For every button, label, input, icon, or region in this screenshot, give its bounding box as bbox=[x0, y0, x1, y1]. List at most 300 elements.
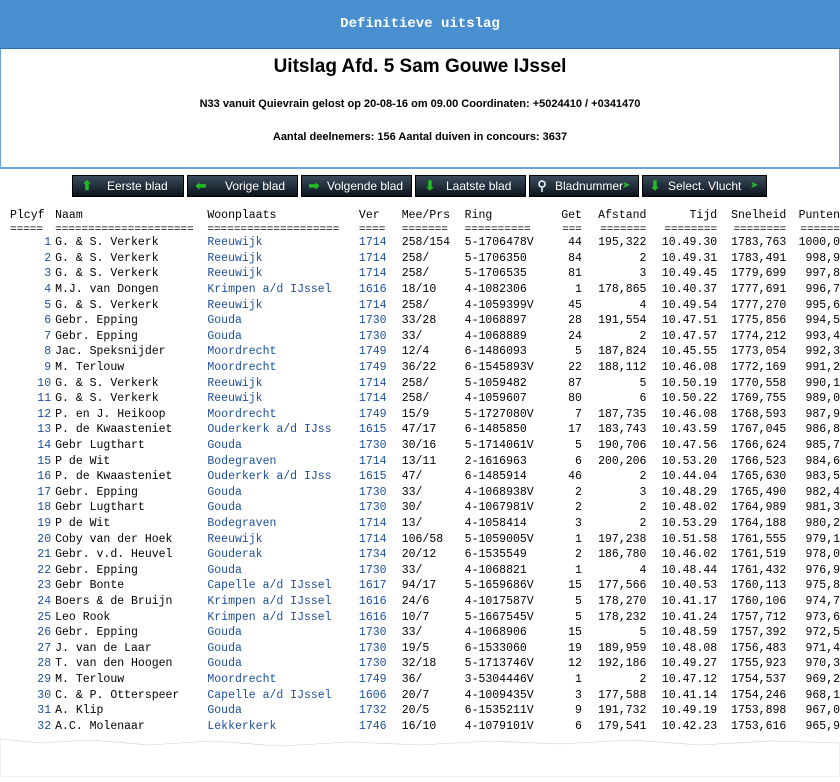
table-row bbox=[6, 235, 840, 251]
table-row bbox=[6, 578, 840, 594]
cell-town[interactable]: Krimpen a/d IJssel bbox=[207, 594, 332, 608]
cell-speed: 1766,523 bbox=[731, 454, 787, 468]
cell-name: Gebr. Epping bbox=[55, 626, 138, 640]
cell-place[interactable]: 25 bbox=[37, 610, 52, 624]
cell-points: 996,7 bbox=[805, 283, 840, 297]
cell-time: 10.47.56 bbox=[661, 439, 718, 453]
cell-entries: 94/17 bbox=[401, 579, 437, 593]
cell-club[interactable]: 1730 bbox=[358, 329, 387, 343]
cell-name: Coby van der Hoek bbox=[55, 532, 173, 546]
cell-arrival: 15 bbox=[568, 579, 582, 593]
cell-ring: 5-1706535 bbox=[464, 267, 527, 281]
cell-club[interactable]: 1714 bbox=[358, 236, 387, 250]
cell-distance: 2 bbox=[639, 251, 647, 265]
column-header-club: Ver bbox=[358, 209, 380, 222]
cell-town[interactable]: Krimpen a/d IJssel bbox=[207, 283, 332, 297]
cell-arrival: 2 bbox=[575, 485, 582, 499]
cell-time: 10.44.04 bbox=[661, 470, 718, 484]
cell-town[interactable]: Ouderkerk a/d IJss bbox=[207, 423, 332, 437]
cell-place[interactable]: 11 bbox=[37, 392, 52, 406]
cell-points: 976,9 bbox=[805, 563, 840, 577]
cell-name: Jac. Speksnijder bbox=[55, 345, 166, 359]
column-header-place: Plcyf bbox=[10, 209, 45, 222]
cell-entries: 13/ bbox=[401, 516, 423, 530]
cell-speed: 1770,558 bbox=[731, 376, 787, 390]
cell-distance: 197,238 bbox=[598, 532, 647, 546]
cell-place[interactable]: 24 bbox=[37, 594, 52, 608]
cell-name: P. de Kwaasteniet bbox=[55, 470, 173, 484]
cell-ring: 5-1713746V bbox=[464, 657, 534, 671]
cell-place[interactable]: 9 bbox=[44, 361, 52, 375]
cell-distance: 178,865 bbox=[598, 283, 647, 297]
cell-place[interactable]: 2 bbox=[44, 251, 52, 265]
cell-town[interactable]: Gouda bbox=[207, 626, 242, 640]
next-page-button[interactable] bbox=[301, 175, 412, 197]
cell-town[interactable]: Capelle a/d IJssel bbox=[207, 579, 332, 593]
cell-arrival: 6 bbox=[575, 719, 582, 733]
cell-time: 10.42.23 bbox=[661, 719, 718, 733]
table-row bbox=[6, 313, 840, 329]
cell-arrival: 3 bbox=[575, 516, 582, 530]
cell-speed: 1777,691 bbox=[731, 283, 787, 297]
first-page-button[interactable] bbox=[72, 175, 184, 197]
cell-town[interactable]: Gouda bbox=[207, 704, 242, 718]
cell-ring: 5-1706350 bbox=[464, 251, 527, 265]
cell-place[interactable]: 28 bbox=[37, 657, 52, 671]
cell-entries: 258/ bbox=[401, 267, 430, 281]
cell-arrival: 1 bbox=[575, 532, 582, 546]
cell-town[interactable]: Reeuwijk bbox=[207, 376, 263, 390]
cell-time: 10.53.29 bbox=[661, 516, 718, 530]
cell-name: M. Terlouw bbox=[55, 361, 125, 375]
cell-speed: 1757,392 bbox=[731, 626, 787, 640]
cell-speed: 1777,270 bbox=[731, 298, 787, 312]
cell-time: 10.43.59 bbox=[661, 423, 718, 437]
cell-ring: 6-1485850 bbox=[464, 423, 527, 437]
cell-town[interactable]: Bodegraven bbox=[207, 516, 277, 530]
cell-name: J. van de Laar bbox=[55, 641, 152, 655]
cell-entries: 33/ bbox=[401, 563, 423, 577]
select-flight-button[interactable] bbox=[642, 175, 767, 197]
cell-club[interactable]: 1714 bbox=[358, 532, 387, 546]
cell-club[interactable]: 1730 bbox=[358, 314, 387, 328]
chevron-right-icon: ➤ bbox=[750, 180, 759, 191]
cell-arrival: 6 bbox=[575, 454, 582, 468]
cell-distance: 189,959 bbox=[598, 641, 647, 655]
cell-place[interactable]: 17 bbox=[37, 485, 52, 499]
cell-club[interactable]: 1749 bbox=[358, 672, 387, 686]
cell-club[interactable]: 1714 bbox=[358, 392, 387, 406]
cell-name: Gebr Lugthart bbox=[55, 439, 145, 453]
cell-place[interactable]: 18 bbox=[37, 501, 52, 515]
column-underline: ==== bbox=[358, 223, 386, 236]
cell-ring: 6-1485914 bbox=[464, 470, 527, 484]
cell-ring: 4-1082306 bbox=[464, 283, 527, 297]
cell-time: 10.47.51 bbox=[661, 314, 718, 328]
flight-info: N33 vanuit Quievrain gelost op 20-08-16 om 09.00 Coordinaten: +5024410 / +0341470 bbox=[199, 98, 641, 110]
cell-place[interactable]: 32 bbox=[37, 719, 52, 733]
cell-entries: 18/10 bbox=[401, 283, 437, 297]
cell-arrival: 5 bbox=[575, 594, 582, 608]
cell-place[interactable]: 8 bbox=[44, 345, 52, 359]
cell-distance: 178,232 bbox=[598, 610, 647, 624]
cell-place[interactable]: 30 bbox=[37, 688, 52, 702]
page-number-button[interactable] bbox=[529, 175, 639, 197]
cell-town[interactable]: Reeuwijk bbox=[207, 251, 263, 265]
cell-name: Gebr. Epping bbox=[55, 563, 138, 577]
cell-entries: 33/28 bbox=[401, 314, 437, 328]
cell-club[interactable]: 1714 bbox=[358, 267, 387, 281]
cell-entries: 258/ bbox=[401, 376, 430, 390]
cell-name: A. Klip bbox=[55, 704, 104, 718]
table-row bbox=[6, 703, 840, 719]
cell-arrival: 80 bbox=[568, 392, 582, 406]
cell-place[interactable]: 29 bbox=[37, 672, 52, 686]
cell-distance: 191,732 bbox=[598, 704, 647, 718]
cell-place[interactable]: 7 bbox=[44, 329, 52, 343]
cell-points: 992,3 bbox=[805, 345, 840, 359]
cell-place[interactable]: 27 bbox=[37, 641, 52, 655]
cell-points: 998,9 bbox=[805, 251, 840, 265]
table-row bbox=[6, 422, 840, 438]
cell-distance: 3 bbox=[639, 485, 647, 499]
cell-name: P de Wit bbox=[55, 454, 111, 468]
cell-place[interactable]: 12 bbox=[37, 407, 52, 421]
cell-speed: 1761,555 bbox=[731, 532, 787, 546]
cell-place[interactable]: 22 bbox=[37, 563, 52, 577]
cell-town[interactable]: Reeuwijk bbox=[207, 298, 263, 312]
cell-club[interactable]: 1730 bbox=[358, 439, 387, 453]
cell-time: 10.48.44 bbox=[661, 563, 718, 577]
cell-town[interactable]: Moordrecht bbox=[207, 345, 277, 359]
cell-town[interactable]: Gouda bbox=[207, 439, 242, 453]
cell-name: Gebr. Epping bbox=[55, 485, 138, 499]
cell-name: G. & S. Verkerk bbox=[55, 236, 159, 250]
cell-town[interactable]: Krimpen a/d IJssel bbox=[207, 610, 332, 624]
cell-points: 982,4 bbox=[805, 485, 840, 499]
cell-ring: 6-1535549 bbox=[464, 548, 527, 562]
cell-name: G. & S. Verkerk bbox=[55, 298, 159, 312]
cell-town[interactable]: Lekkerkerk bbox=[207, 719, 277, 733]
cell-arrival: 5 bbox=[575, 610, 582, 624]
table-header-row bbox=[6, 208, 840, 224]
cell-club[interactable]: 1730 bbox=[358, 485, 387, 499]
cell-club[interactable]: 1730 bbox=[358, 501, 387, 515]
cell-town[interactable]: Reeuwijk bbox=[207, 267, 263, 281]
cell-distance: 190,706 bbox=[598, 439, 647, 453]
cell-name: P. de Kwaasteniet bbox=[55, 423, 173, 437]
cell-club[interactable]: 1730 bbox=[358, 657, 387, 671]
cell-club[interactable]: 1714 bbox=[358, 376, 387, 390]
cell-club[interactable]: 1714 bbox=[358, 516, 387, 530]
cell-ring: 5-1659686V bbox=[464, 579, 534, 593]
cell-place[interactable]: 15 bbox=[37, 454, 52, 468]
cell-club[interactable]: 1734 bbox=[358, 548, 387, 562]
cell-speed: 1773,054 bbox=[731, 345, 787, 359]
cell-place[interactable]: 5 bbox=[44, 298, 52, 312]
cell-time: 10.41.24 bbox=[661, 610, 718, 624]
arrow-left-icon: ⬅ bbox=[195, 178, 207, 193]
cell-speed: 1766,624 bbox=[731, 439, 787, 453]
table-row bbox=[6, 453, 840, 469]
cell-points: 975,8 bbox=[805, 579, 840, 593]
cell-place[interactable]: 21 bbox=[37, 548, 52, 562]
cell-ring: 6-1486093 bbox=[464, 345, 527, 359]
cell-time: 10.49.19 bbox=[661, 704, 718, 718]
first-page-label: Eerste blad bbox=[107, 179, 168, 193]
previous-page-button[interactable] bbox=[187, 175, 298, 197]
cell-arrival: 2 bbox=[575, 501, 582, 515]
cell-distance: 191,554 bbox=[598, 314, 647, 328]
cell-ring: 4-1068897 bbox=[464, 314, 527, 328]
column-underline: ======= bbox=[401, 223, 448, 236]
cell-name: G. & S. Verkerk bbox=[55, 392, 159, 406]
cell-town[interactable]: Gouda bbox=[207, 314, 242, 328]
cell-entries: 258/ bbox=[401, 251, 430, 265]
cell-place[interactable]: 19 bbox=[37, 516, 52, 530]
cell-entries: 258/ bbox=[401, 298, 430, 312]
cell-club[interactable]: 1617 bbox=[358, 579, 387, 593]
cell-club[interactable]: 1746 bbox=[358, 719, 387, 733]
cell-distance: 2 bbox=[639, 329, 647, 343]
cell-time: 10.49.30 bbox=[661, 236, 718, 250]
column-header-points: Punten bbox=[798, 209, 840, 222]
cell-club[interactable]: 1616 bbox=[358, 594, 387, 608]
cell-place[interactable]: 31 bbox=[37, 704, 52, 718]
cell-time: 10.49.45 bbox=[661, 267, 718, 281]
cell-points: 968,1 bbox=[805, 688, 840, 702]
cell-club[interactable]: 1714 bbox=[358, 454, 387, 468]
cell-distance: 2 bbox=[639, 516, 647, 530]
magnifier-icon: ⚲ bbox=[537, 178, 547, 193]
torn-edge-shape bbox=[0, 737, 840, 777]
cell-entries: 10/7 bbox=[401, 610, 430, 624]
cell-distance: 5 bbox=[639, 376, 647, 390]
cell-club[interactable]: 1714 bbox=[358, 251, 387, 265]
cell-place[interactable]: 23 bbox=[37, 579, 52, 593]
next-page-label: Volgende blad bbox=[327, 179, 404, 193]
cell-name: G. & S. Verkerk bbox=[55, 251, 159, 265]
cell-entries: 30/ bbox=[401, 501, 423, 515]
cell-entries: 20/12 bbox=[401, 548, 437, 562]
cell-town[interactable]: Moordrecht bbox=[207, 407, 277, 421]
cell-town[interactable]: Gouderak bbox=[207, 548, 263, 562]
cell-town[interactable]: Gouda bbox=[207, 641, 242, 655]
column-underline: ========== bbox=[464, 223, 531, 236]
cell-town[interactable]: Moordrecht bbox=[207, 361, 277, 375]
cell-club[interactable]: 1714 bbox=[358, 298, 387, 312]
cell-points: 994,5 bbox=[805, 314, 840, 328]
cell-speed: 1760,106 bbox=[731, 594, 787, 608]
cell-entries: 13/11 bbox=[401, 454, 437, 468]
cell-entries: 19/5 bbox=[401, 641, 430, 655]
cell-town[interactable]: Gouda bbox=[207, 657, 242, 671]
cell-club[interactable]: 1749 bbox=[358, 345, 387, 359]
cell-time: 10.46.02 bbox=[661, 548, 718, 562]
cell-time: 10.48.59 bbox=[661, 626, 718, 640]
cell-town[interactable]: Reeuwijk bbox=[207, 392, 263, 406]
cell-points: 979,1 bbox=[805, 532, 840, 546]
cell-time: 10.48.29 bbox=[661, 485, 718, 499]
cell-place[interactable]: 10 bbox=[37, 376, 52, 390]
cell-speed: 1757,712 bbox=[731, 610, 787, 624]
cell-time: 10.41.14 bbox=[661, 688, 718, 702]
cell-town[interactable]: Gouda bbox=[207, 563, 242, 577]
cell-name: M.J. van Dongen bbox=[55, 283, 159, 297]
cell-distance: 5 bbox=[639, 626, 647, 640]
cell-town[interactable]: Gouda bbox=[207, 501, 242, 515]
column-underline: ===================== bbox=[55, 223, 194, 236]
cell-name: G. & S. Verkerk bbox=[55, 267, 159, 281]
cell-ring: 4-1068938V bbox=[464, 485, 534, 499]
cell-arrival: 5 bbox=[575, 439, 582, 453]
chevron-right-icon: ➤ bbox=[622, 180, 631, 191]
cell-ring: 6-1535211V bbox=[464, 704, 534, 718]
cell-name: Gebr. v.d. Heuvel bbox=[55, 548, 173, 562]
cell-time: 10.46.08 bbox=[661, 361, 718, 375]
cell-ring: 5-1059482 bbox=[464, 376, 527, 390]
cell-name: P. en J. Heikoop bbox=[55, 407, 166, 421]
column-underline: ====== bbox=[800, 223, 840, 236]
cell-arrival: 24 bbox=[568, 329, 582, 343]
cell-time: 10.47.57 bbox=[661, 329, 718, 343]
cell-entries: 33/ bbox=[401, 626, 423, 640]
table-row bbox=[6, 625, 840, 641]
cell-ring: 4-1068821 bbox=[464, 563, 527, 577]
column-header-ring: Ring bbox=[464, 209, 493, 222]
cell-ring: 2-1616963 bbox=[464, 454, 527, 468]
cell-name: Gebr Lugthart bbox=[55, 501, 145, 515]
cell-distance: 4 bbox=[639, 298, 647, 312]
cell-arrival: 9 bbox=[575, 704, 582, 718]
cell-club[interactable]: 1606 bbox=[358, 688, 387, 702]
cell-club[interactable]: 1749 bbox=[358, 407, 387, 421]
table-row bbox=[6, 516, 840, 532]
cell-club[interactable]: 1616 bbox=[358, 610, 387, 624]
cell-place[interactable]: 26 bbox=[37, 626, 52, 640]
cell-club[interactable]: 1732 bbox=[358, 704, 387, 718]
select-flight-label: Select. Vlucht bbox=[668, 179, 742, 193]
cell-entries: 33/ bbox=[401, 485, 423, 499]
cell-club[interactable]: 1616 bbox=[358, 283, 387, 297]
cell-entries: 36/ bbox=[401, 672, 423, 686]
cell-name: Gebr. Epping bbox=[55, 314, 138, 328]
cell-town[interactable]: Gouda bbox=[207, 329, 242, 343]
arrow-right-icon: ➡ bbox=[308, 178, 320, 193]
cell-points: 1000,0 bbox=[798, 236, 840, 250]
column-header-speed: Snelheid bbox=[731, 209, 787, 222]
cell-points: 989,0 bbox=[805, 392, 840, 406]
cell-place[interactable]: 13 bbox=[37, 423, 52, 437]
cell-place[interactable]: 1 bbox=[44, 236, 52, 250]
cell-club[interactable]: 1615 bbox=[358, 423, 387, 437]
table-row bbox=[6, 656, 840, 672]
cell-entries: 33/ bbox=[401, 329, 423, 343]
table-row bbox=[6, 469, 840, 485]
cell-club[interactable]: 1730 bbox=[358, 563, 387, 577]
cell-place[interactable]: 14 bbox=[37, 439, 52, 453]
cell-arrival: 19 bbox=[568, 641, 582, 655]
column-underline: === bbox=[562, 223, 582, 236]
cell-town[interactable]: Gouda bbox=[207, 485, 242, 499]
cell-place[interactable]: 20 bbox=[37, 532, 52, 546]
cell-arrival: 46 bbox=[568, 470, 582, 484]
cell-speed: 1769,755 bbox=[731, 392, 787, 406]
column-underline: ===== bbox=[10, 223, 44, 236]
cell-arrival: 84 bbox=[568, 251, 582, 265]
cell-ring: 4-1059399V bbox=[464, 298, 534, 312]
cell-ring: 5-1667545V bbox=[464, 610, 534, 624]
cell-ring: 4-1068889 bbox=[464, 329, 527, 343]
cell-place[interactable]: 6 bbox=[44, 314, 52, 328]
cell-time: 10.46.08 bbox=[661, 407, 718, 421]
cell-distance: 2 bbox=[639, 501, 647, 515]
cell-points: 969,2 bbox=[805, 672, 840, 686]
cell-points: 991,2 bbox=[805, 361, 840, 375]
column-underline: ======== bbox=[733, 223, 787, 236]
table-row bbox=[6, 640, 840, 656]
cell-ring: 4-1067981V bbox=[464, 501, 534, 515]
cell-points: 980,2 bbox=[805, 516, 840, 530]
cell-town[interactable]: Bodegraven bbox=[207, 454, 277, 468]
cell-entries: 20/7 bbox=[401, 688, 430, 702]
cell-speed: 1754,537 bbox=[731, 672, 787, 686]
cell-points: 986,8 bbox=[805, 423, 840, 437]
cell-club[interactable]: 1730 bbox=[358, 641, 387, 655]
cell-points: 985,7 bbox=[805, 439, 840, 453]
cell-name: Gebr Bonte bbox=[55, 579, 125, 593]
cell-time: 10.53.20 bbox=[661, 454, 718, 468]
cell-arrival: 87 bbox=[568, 376, 582, 390]
cell-place[interactable]: 4 bbox=[44, 283, 52, 297]
cell-club[interactable]: 1730 bbox=[358, 626, 387, 640]
table-row bbox=[6, 360, 840, 376]
cell-ring: 3-5304446V bbox=[464, 672, 534, 686]
cell-distance: 192,186 bbox=[598, 657, 647, 671]
cell-town[interactable]: Capelle a/d IJssel bbox=[207, 688, 332, 702]
cell-ring: 5-1059005V bbox=[464, 532, 534, 546]
cell-place[interactable]: 3 bbox=[44, 267, 52, 281]
cell-entries: 16/10 bbox=[401, 719, 437, 733]
cell-entries: 12/4 bbox=[401, 345, 430, 359]
cell-town[interactable]: Reeuwijk bbox=[207, 236, 263, 250]
cell-speed: 1761,432 bbox=[731, 563, 787, 577]
cell-entries: 47/17 bbox=[401, 423, 437, 437]
cell-distance: 178,270 bbox=[598, 594, 647, 608]
table-row bbox=[6, 672, 840, 688]
cell-time: 10.48.02 bbox=[661, 501, 718, 515]
column-header-time: Tijd bbox=[689, 209, 718, 222]
cell-town[interactable]: Ouderkerk a/d IJss bbox=[207, 470, 332, 484]
cell-club[interactable]: 1749 bbox=[358, 361, 387, 375]
last-page-button[interactable] bbox=[415, 175, 526, 197]
table-row bbox=[6, 547, 840, 563]
cell-points: 974,7 bbox=[805, 594, 840, 608]
cell-club[interactable]: 1615 bbox=[358, 470, 387, 484]
cell-town[interactable]: Reeuwijk bbox=[207, 532, 263, 546]
cell-town[interactable]: Moordrecht bbox=[207, 672, 277, 686]
last-page-label: Laatste blad bbox=[446, 179, 512, 193]
cell-name: G. & S. Verkerk bbox=[55, 376, 159, 390]
table-row bbox=[6, 407, 840, 423]
column-header-entries: Mee/Prs bbox=[401, 209, 451, 222]
cell-place[interactable]: 16 bbox=[37, 470, 52, 484]
cell-ring: 6-1545893V bbox=[464, 361, 534, 375]
cell-distance: 188,112 bbox=[598, 361, 647, 375]
cell-speed: 1760,113 bbox=[731, 579, 787, 593]
cell-time: 10.50.22 bbox=[661, 392, 718, 406]
cell-time: 10.51.58 bbox=[661, 532, 718, 546]
